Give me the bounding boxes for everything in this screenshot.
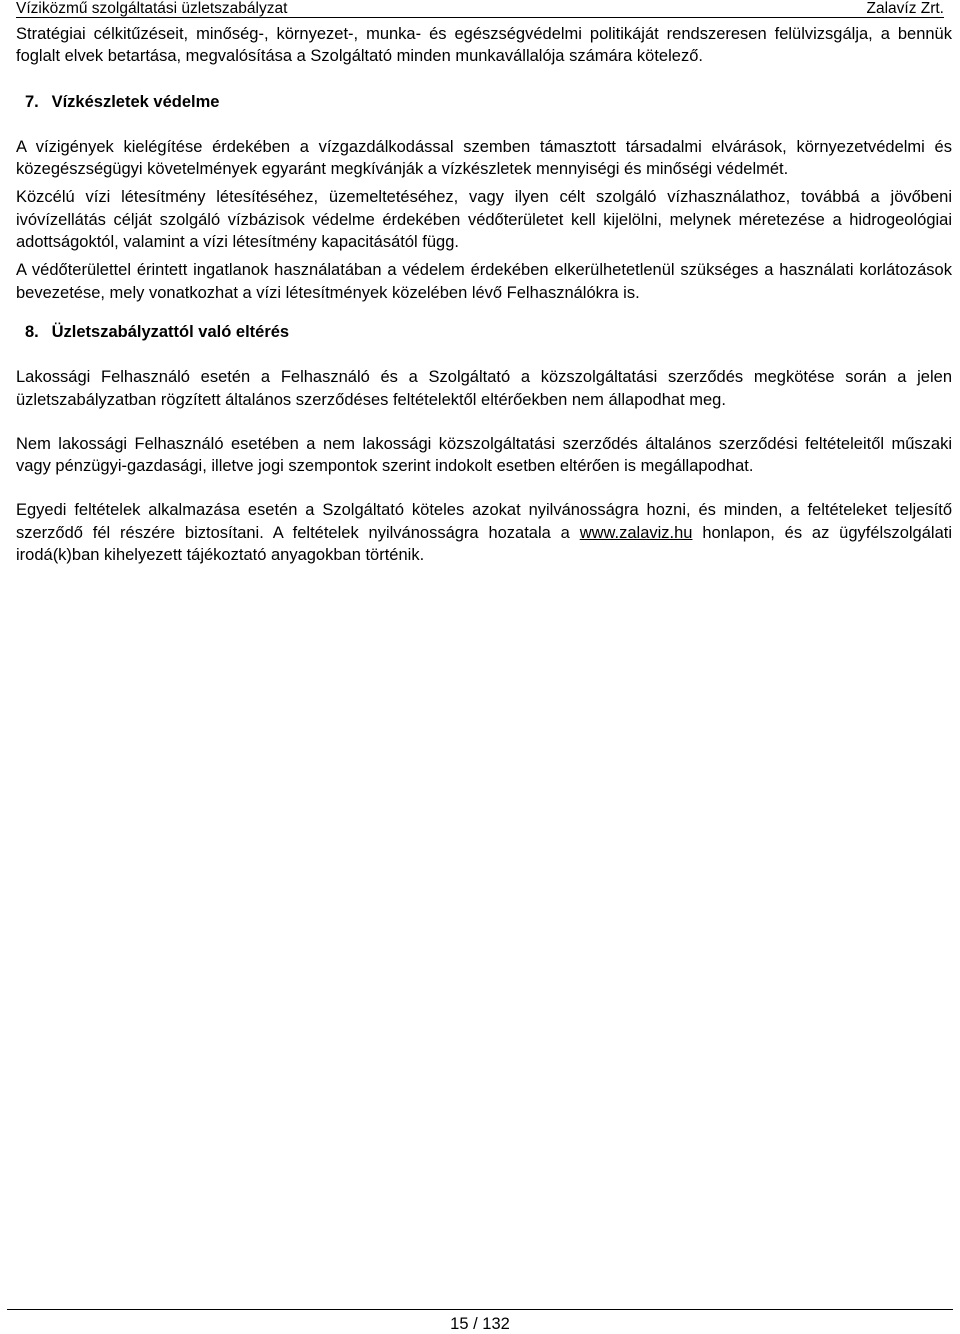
section-8-title: Üzletszabályzattól való eltérés xyxy=(51,322,290,341)
section-8-paragraph-2: Nem lakossági Felhasználó esetében a nem lakossági közszolgáltatási szerződés általános szerződési feltételeitől műszaki vagy pénzügyi-gazdasági, illetve jogi szempontok szerint indokolt esetben eltérően is megállapodhat. xyxy=(16,434,952,476)
document-title: Víziközmű szolgáltatási üzletszabályzat xyxy=(16,0,288,17)
section-7-paragraph-3: A védőterülettel érintett ingatlanok használatában a védelem érdekében elkerülhetetlenül szükséges a használati korlátozások bevezetése, mely vonatkozhat a vízi létesítmények közelében lévő Felhasználókra is. xyxy=(16,261,952,302)
section-8-heading xyxy=(16,321,952,343)
paragraph-text-after-link: honlapon, és az ügyfélszolgálati irodá(k)ban kihelyezett tájékoztató anyagokban történik. xyxy=(16,523,953,565)
section-7-heading xyxy=(16,91,952,113)
page-header xyxy=(16,0,944,18)
website-link[interactable]: www.zalaviz.hu xyxy=(579,523,693,542)
section-8-paragraph-3 xyxy=(16,499,952,566)
section-7-paragraph-2: Közcélú vízi létesítmény létesítéséhez, üzemeltetéséhez, vagy ilyen célt szolgáló vízhasználathoz, továbbá a jövőbeni ivóvízellátás célját szolgáló vízbázisok védelme érdekében védőterületet kell kijelölni, melynek méretezése a hidrogeológiai adottságoktól, valamint a vízi létesítmény kapacitásától függ. xyxy=(16,188,952,252)
company-name: Zalavíz Zrt. xyxy=(866,0,944,17)
intro-paragraph: Stratégiai célkitűzéseit, minőség-, környezet-, munka- és egészségvédelmi politikáját rendszeresen felülvizsgálja, a bennük foglalt elvek betartása, megvalósítása a Szolgáltató minden munkavállalója számára kötelező. xyxy=(16,25,952,66)
paragraph-text-before-link: Egyedi feltételek alkalmazása esetén a Szolgáltató köteles azokat nyilvánosságra hozni, és minden, a feltételeket teljesítő szerződő fél részére biztosítani. A feltételek nyilvánosságra hozatala a xyxy=(16,501,952,542)
section-8-number: 8. xyxy=(25,322,39,341)
section-7-title: Vízkészletek védelme xyxy=(51,92,220,111)
page-number: 15 / 132 xyxy=(450,1315,510,1333)
footer-divider xyxy=(7,1309,953,1310)
section-8-paragraph-1: Lakossági Felhasználó esetén a Felhasználó és a Szolgáltató a közszolgáltatási szerződés megkötése során a jelen üzletszabályzatban rögzített általános szerződéses feltételektől eltérőekben nem állapodhat meg. xyxy=(16,368,952,409)
document-body xyxy=(16,23,952,566)
section-7-paragraph-1: A vízigények kielégítése érdekében a vízgazdálkodással szemben támasztott társadalmi elvárások, környezetvédelmi és közegészségügyi követelmények egyaránt megkívánják a vízkészletek mennyiségi és minőségi védelmét. xyxy=(16,137,952,179)
section-7-number: 7. xyxy=(25,92,39,111)
